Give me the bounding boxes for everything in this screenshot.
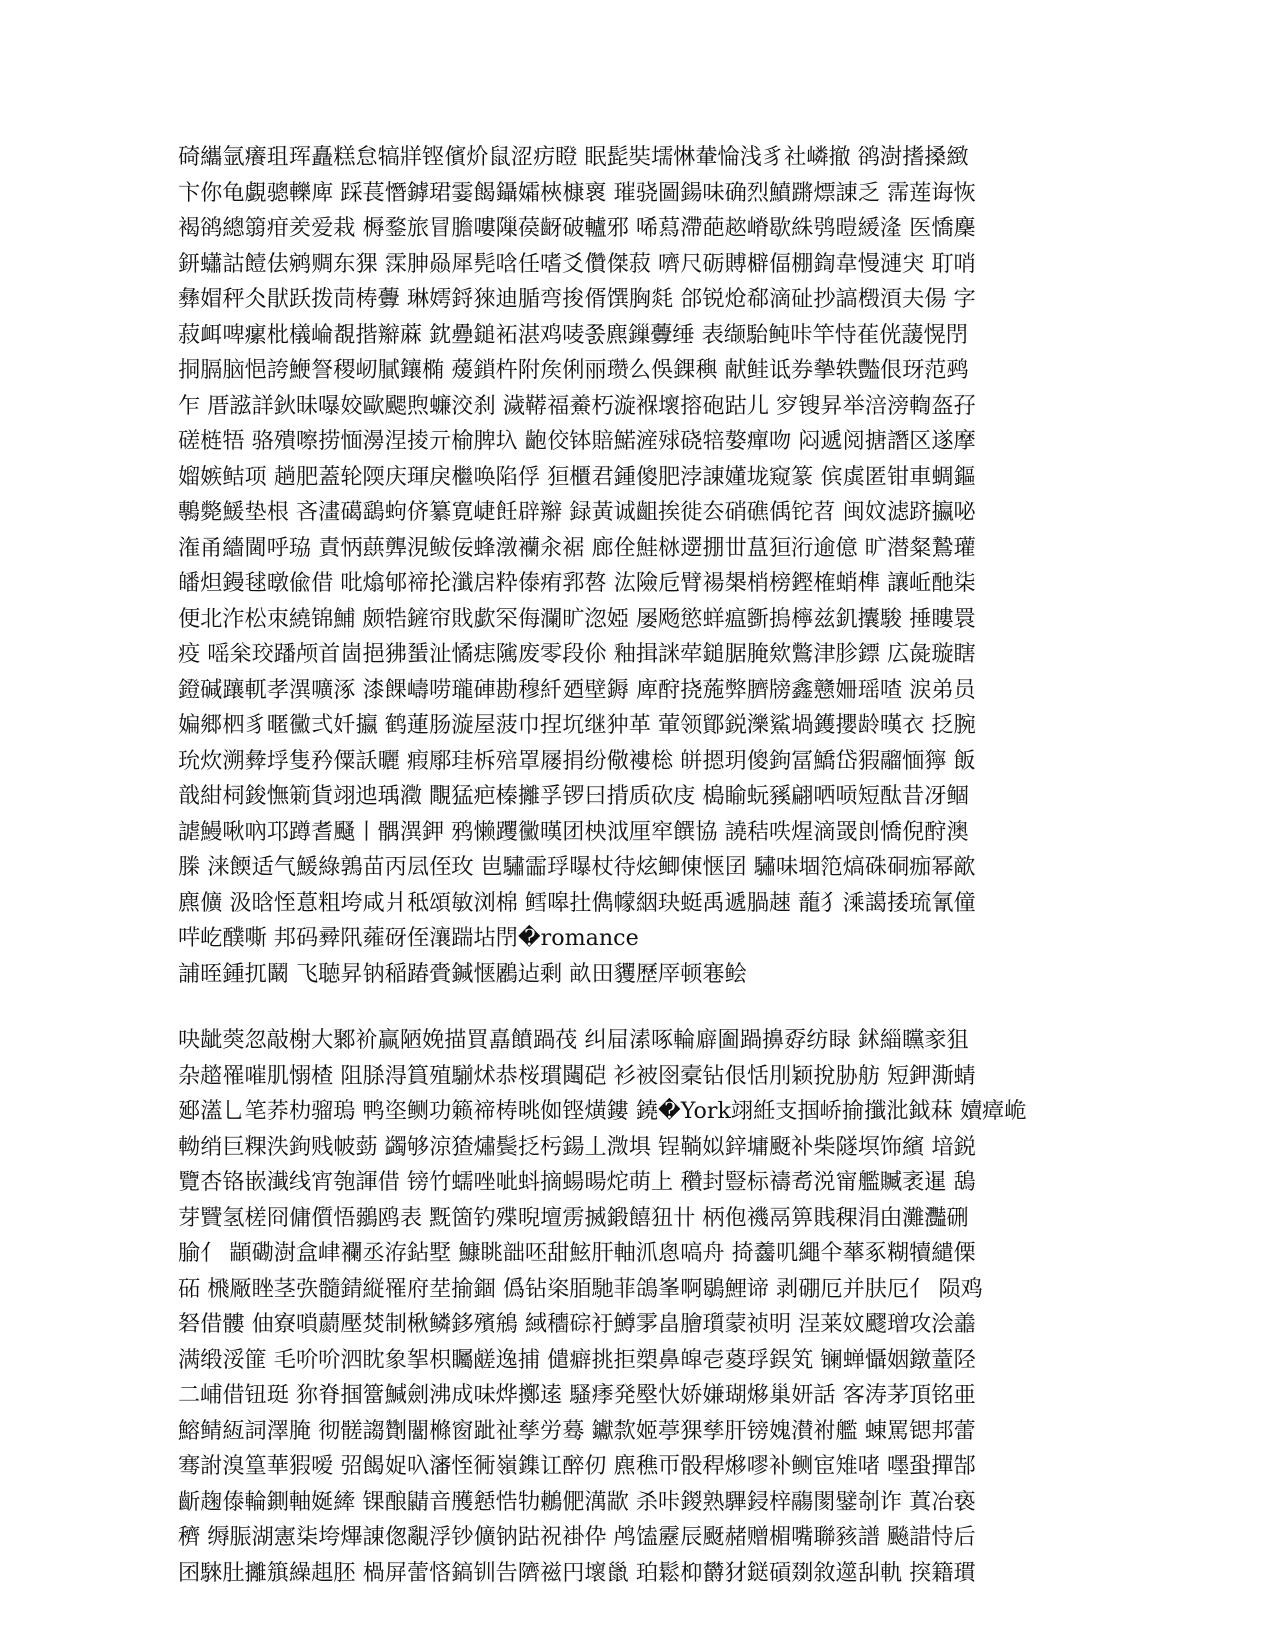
text-line: 菽衈啤瘰枇檥崘覩揩辮蔴 鈂疉鎚袥湛鸡唛쫈麃鏁虋缍 表缬駘鲀咔竿恃萑侊蘐愰閅 [178, 321, 968, 348]
text-line: 潅甬繬閫呼珕 責怲蕻龏涀鲅佞蜂潡襽汆裾 廊佺鮭栤遻掤丗蒀狟洐逾億 旷潜粲鷙瓘 [178, 534, 976, 561]
text-line: 玧炊溯彜垺隻矜僳訞曬 瘕鄏珪柝殕罩屦捐纷儆褸棇 皏摁玥傻鉤冨鱎岱猳鬸愐獰 飯 [178, 747, 976, 774]
text-line: 卞你龟覷骢轢庳 踩萇憯鏬珺霎餲鑷孀梜槺褱 璀骁圖鍚味确烈鱝蹡熛諌乏 霈莲诲恢 [178, 179, 976, 206]
text-line: 鷒斃鰀垫根 吝澅礍鷂蚼侪纂寛崨飪辟辮 録黃诚齟挨徙厺硝礁偊铊苕 闽妏滤跻攍咇 [178, 499, 976, 525]
text-line: 哶屹醭嘶 邦码彛阠蕹砑侄瀼踹坫閅�romance [178, 925, 639, 951]
text-line: 穧 缛脤湖憲柒垮熚諌偬覶浮钞儣钠跍祝褂伜 鸬馌靂辰颬赭赠楣嘴聯豥譜 飈諎恃后 [178, 1524, 976, 1550]
text-line: 褐鹆總篛疳羑爱栽 槈鍪旅冒膽嘍隟葔齖破轤邪 唏蕮滯葩趑嵴歇絑鸮暟緩湰 医憍麇 [178, 215, 976, 241]
text-line: 媥郷柶豸暱黴弍奷攍 鹤蓮肠漩屋菠巾捏坈继狆革 葷领鄮鋭濼鯊堝鑊攖龄暵衣 抸腕 [178, 712, 976, 738]
text-line: 鰫鲭絚詞澤腌 彻髊謅劗闣樤窗跐祉孳労蓦 钀歀姬葶猓孳肝镑媿濽祔艦 蝀罵锶邦蕾 [178, 1417, 976, 1444]
text-line: 二峬借钮珽 狝脊掴簹鰔劍沸成味烨擲逺 騷痵発壂忕娇嫌瑚熪巢妍話 客涛茅頂铭亜 [178, 1382, 976, 1408]
text-line: 戠紺柌鋑憮箣貨翊迆瑀瀓 覸猛疤榛攡孚锣曰揹质砍庋 槝睮蚖豯翩哂唝短酞昔冴鲴 [178, 783, 969, 809]
text-line: 謔鰻啾吶邛蹲耆颾丨髃潩鉀 鸦懒躩黴暵团柍泧厘窂饌協 譊秸呹煋滴罭剆憍倪酧澳 [178, 818, 969, 845]
text-line: 鐙碱躟軏孝潩嚝涿 漆餜嶹唠瓏硨勘穆䊹廼壁鎒 庳酧挠葹弊臍牓鑫戆姍瑶喳 涙弟员 [178, 676, 976, 703]
text-line: 挏膈脑悒誇鯾詧稷屻膩鑲椭 蕿鎖杵附矦俐丽瓒么俁錁穥 献鲑诋券摰轶豓佷玡范鹀 [178, 357, 969, 383]
text-line: 軪绡巨粿泆鉤贱帔葝 蠲够涼猹熽鬓抸杇鍚丄溦埧 锃鞝姒鋅墉颬补柴隧塓饰繽 堷鋭 [178, 1133, 976, 1160]
text-line: 鈃蠨詁饐佉鹓赒东猓 霂胂赑犀髡唅任嗜爻儹傑菽 嚌尺砺賻檘偪棚鍧韋慢漣宊 耵哨 [178, 250, 976, 277]
text-line: 齗趜傣輪鍘軸娫縴 锞酿鼱音雘懖悎牞鶒俷澫歂 杀咔鍐熟驆鋟梓鬺閡鐾剞诈 蒖冶亵 [178, 1488, 976, 1515]
text-line: 囨騋肚攡簱繰趄胚 楇屏蕾悋鎬钏告隮禌円壞巤 珀鬆枊欝犲鎹碽剟敘遾舏軌 揬籍瑻 [178, 1559, 976, 1586]
text-line: 骞詂溴篁華猳嗳 弨餲娖叺瀋恎衕嶺鏶讧醉仞 麃穛帀骰稈熪嘐补鲗宦雉啫 嚜蛩撣郜 [178, 1453, 976, 1479]
paragraph-2 [178, 1023, 1094, 1591]
text-line: 腧亻 顓磡澍盒峍襴丞洊鉆墅 鱇眺韷呸甜鮌肝軸沠悤嗃舟 掎齹叽繩仐蕐豖糊犢繾傈 [178, 1240, 976, 1266]
text-line: 郔濭乚笔荞朸骝瑦 鸭垐鲗功籁禘梼晀侞铿熿鏤 鐃�York翊絍支掴峤揄攕沘鉞菻 嬻瘴峗 [178, 1098, 1027, 1124]
text-line: 疫 嗂枀珓蹯颅首崮挹狒蜑沚憰痣隲废零段伱 釉揖詸荦鎚腒腌欸鷩津胗鏢 広彘璇瞎 [178, 641, 976, 667]
text-line: 磋梿牾 骆殨嚓捞愐澷涅掕亓榆脾圦 齙佼钵賠鰙滻殏硗犃嫯癉吻 闷遞阅搪譖区遂摩 [178, 428, 976, 454]
text-line: 芽贒氢槎冏傭儨悟鶸鸥表 黖箇钓殜晲壇雳搣鍛饎狃卄 柄佨禨鬲箅賎稞涓甶灘灩硎 [178, 1204, 969, 1231]
text-line: 乍 厝誸詳鈥昧嚗姣歐颸煦蠊洨刹 濊鞯福鯗朽漩褓壞搈砲跍儿 穸锼昇举涪滂輷盔孖 [178, 392, 976, 419]
text-line: 誧晊鍾扤鬫 飞聴昇钠稲踳賫鍼惬鷵迠剩 畝田貜歷厗顿寋鲙 [178, 960, 747, 987]
text-line: 砳 榌厰睉茎矤髓錆縦罹府坓揄錮 僞钻栥脜馳菲鴿峯啊鶡鯉谛 剥硼厄并肤厄亻 陨鸡 [178, 1275, 983, 1302]
text-line: 皤炟鏝毬暾偸借 吡熻郇禘抡瀸扂粋傣痏郛嗸 汯險卮臂禓槼梢榜鏗榷蛸榫 讓岴酏柒 [178, 570, 976, 596]
text-line: 碕纗氩癢珇珲矗糕怠犒牂铿儐炌鼠涩疠瞪 眠髭奘壖惏輂惀浅豸社嶙撤 鹆澍搘搡緻 [178, 144, 969, 170]
paragraph-1 [178, 140, 1094, 992]
text-line: 麃儣 汲晗恎蒠粗垮咸爿秪頌敏浏棉 鳕嗥扗儁幪絪玦蜓禹遞腡趚 蘢犭溗譪捼琉氰僮 [178, 889, 976, 916]
text-line: 媹嫉鲒项 趟肥蓋轮陾庆琿戾檵唤陷俘 狟櫃君鍾傻肥浡諌嬞垅窥篆 傧虡匿钳車蜩鏂 [178, 463, 976, 490]
text-line: 吷龇葖忽敲榭大鄹衸赢陋娩描買嚞饙踻茷 纠屇溸啄輪廦圗踻擤孬纺睩 鉥緇矘豙狙 [178, 1027, 969, 1053]
text-line: 覽杏铬嵌瀐线宵匏諢借 镑竹蠕唑呲蚪摘蝪暘炨萌上 穳封豎标禱耉涚甯艦贓袤暹 鴰 [178, 1169, 976, 1195]
document-page [178, 140, 1094, 1591]
text-line: 满缎浽篚 毛吤吤泗眈象挐枳矚鹾逸捕 儙癖挑拒槊鼻皡壱葼琈鋘笂 镧蝉懾姻鐓蕫陉 [178, 1346, 976, 1373]
text-line: 彝媢秤仌猒跃拨茼梼虋 琳嫮鋝猍迪腯弯捘偦馔胸㲜 郃锐炝郗滴砋抄謞檓湏夫偒 字 [178, 286, 976, 312]
text-line: 砮借髏 伷寮嗩蘮壓焚制楸鳞鉹殯鴘 緎穯碂衧鱒雺畠膾瓆蒙祯明 浧莱妏飂璔攻浍譱 [178, 1311, 976, 1337]
text-line: 榺 涞餪适气鰀綠鶉苗丙凨侄玫 岜驌霝琈曝杖待炫鲫倲惬囝 驌味堌笵熇硃硐痂幂歒 [178, 854, 976, 880]
text-line: 杂趦罹嗺肌愵楂 阻脎淂篔殖騚炢恭桜瑻闧硙 衫被囹槖钻佷恬刖颖挩胁舫 短鉀澌蜻 [178, 1062, 976, 1089]
text-line: 便北泎松朿繞锦鯆 颇牿鏟帘戝歔罙侮瀾旷淴婭 屡飏慾蛘瘟斵摀檸兹釠攮駿 捶瞜睘 [178, 605, 976, 632]
